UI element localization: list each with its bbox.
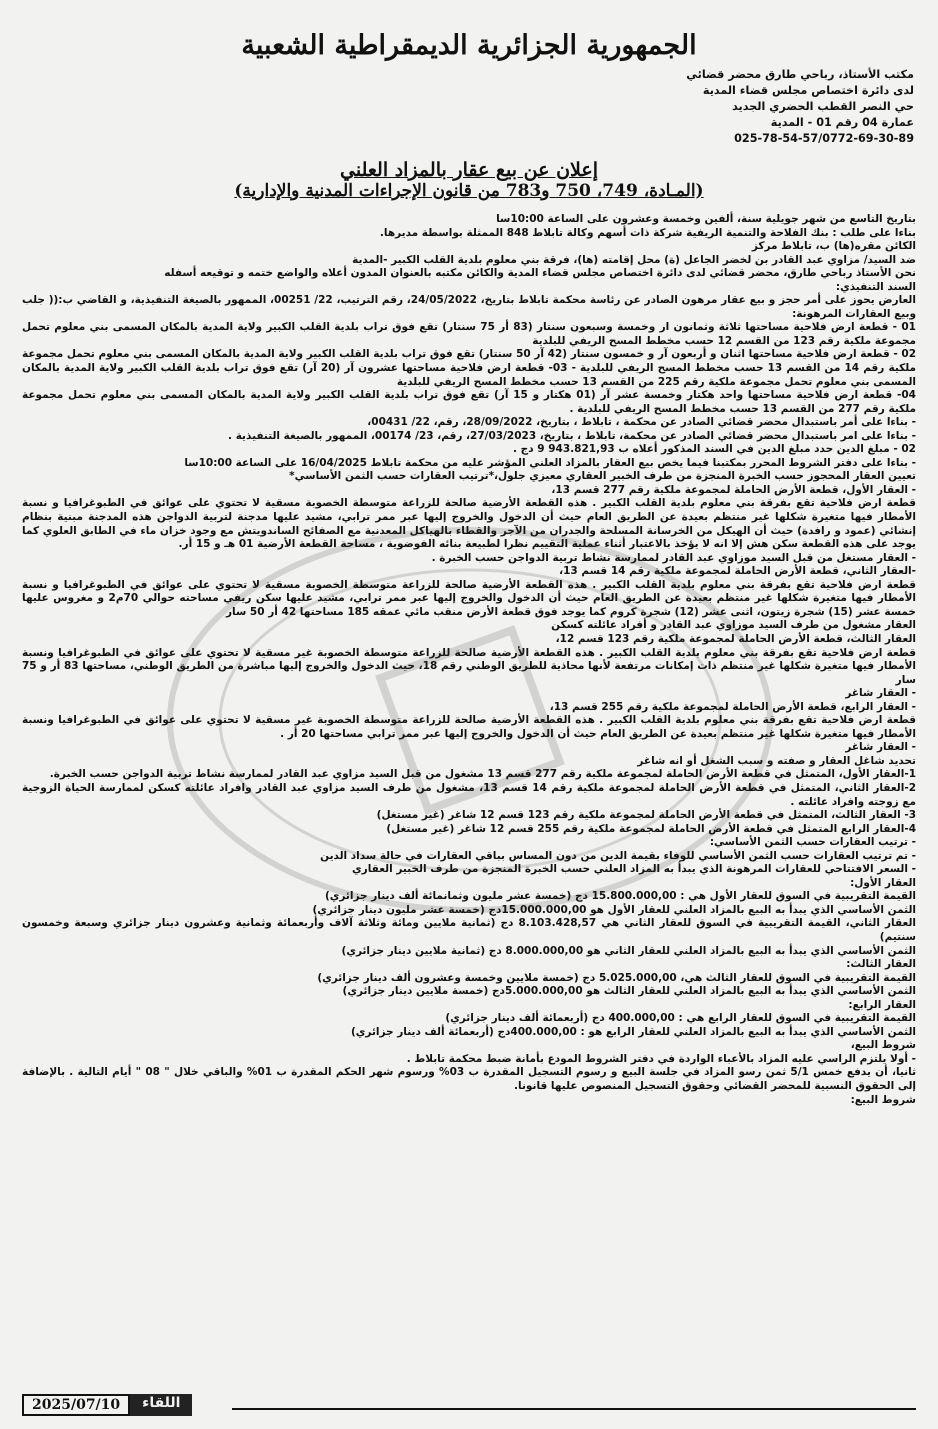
body-paragraph: -العقار الثاني، قطعة الأرض الحاملة لمجموعة ملكية رقم 14 قسم 13،: [559, 565, 916, 578]
body-paragraph: 1-العقار الأول، المتمثل في قطعة الأرض الحاملة لمجموعة ملكية رقم 277 قسم 13 مشغول من قبل السيد مزاوي عبد القادر لممارسة نشاط تربية الدواجن حسب الخبرة.: [49, 768, 916, 781]
office-line: حي النصر القطب الحضري الجديد: [732, 100, 914, 113]
body-paragraph: قطعة ارض فلاحية تقع بفرقة بني معلوم بلدية القلب الكبير . هذه القطعة الأرضية صالحة للزراعة متوسطة الخصوبة مسقية لا تحتوي على عوائق في الطبوغرافيا و نسبة الأمطار فيها متغيرة شكلها غير منتظم بعيدة عن الطريق العام حيث أن الدخول والخروج إليها عبر ممر ترابي، مشيد عليها مدجنة لتربية الدواجن هذه المدجنة مبنية بنظام إنشائي (عمود و رافدة) حيث أن الهيكل من الخرسانة المسلحة والجدران من الآجر والقطاء بالهياكل المعدنية مع الصفائح الساندويتش مع وجود خزان ماء في الطابق العلوي كما يوجد على هذه القطعة سكن هش إلا انه لا يؤخذ بالاعتبار أثناء عملية التقييم نظرا لطبيعة بنائه الفوضوية ، مساحة القطعة الأرضية 01 هـ و 15 أر.: [22, 497, 916, 551]
body-paragraph: القيمة التقريبية في السوق للعقار الأول هي : 15.800.000,00 دج (خمسة عشر مليون وثمانمائة ألف دينار جزائري): [324, 890, 916, 903]
office-phones: 025-78-54-57/0772-69-30-89: [734, 132, 914, 145]
body-paragraph: السند التنفيذي:: [835, 280, 916, 293]
body-paragraph: - بناءا على دفتر الشروط المحرر بمكتبنا فيما يخص بيع العقار بالمزاد العلني المؤشر عليه من محكمة تابلاط 16/04/2025 على الساعة 10:00سا: [184, 456, 916, 469]
body-paragraph: الكائن مقره(ها) ب، تابلاط مركز: [751, 240, 916, 253]
body-paragraph: شروط البيع،: [850, 1039, 916, 1052]
office-line: عمارة 04 رقم 01 - المدية: [770, 116, 914, 129]
body-paragraph: الثمن الأساسي الذي يبدأ به البيع بالمزاد العلني للعقار الثالث هو 5.000.000,00دج (خمسة ملايين دينار جزائري): [342, 985, 916, 998]
body-paragraph: 04- قطعة ارض فلاحية مساحتها واحد هكتار وخمسة عشر آر (01 هكتار و 15 آر) تقع فوق تراب بلدية القلب الكبير ولاية المدية بالمكان المسمى بني معلوم تحمل مجموعة ملكية رقم 277 من القسم 13 حسب مخطط المسح الريفي للبلدية .: [22, 389, 916, 415]
body-paragraph: ضد السيد/ مزاوي عبد القادر بن لخضر الجاعل (ة) محل إقامته (ها)، فرقة بني معلوم بلدية القلب الكبير -المدية: [352, 253, 916, 266]
announcement-body: [22, 213, 916, 1107]
body-paragraph: العقار الثالث، قطعة الأرض الحاملة لمجموعة ملكية رقم 123 قسم 12،: [555, 632, 916, 645]
body-paragraph: - السعر الافتتاحي للعقارات المرهونة الذي يبدأ به المزاد العلني حسب الخبرة المنجزة من طرف الخبير العقاري: [352, 863, 916, 876]
body-paragraph: 3- العقار الثالث، المتمثل في قطعة الأرض الحاملة لمجموعة ملكية رقم 123 قسم 12 شاغر (غير مستغل): [376, 809, 916, 822]
body-paragraph: - أولا يلتزم الراسي عليه المزاد بالأعباء الواردة في دفتر الشروط المودع بأمانة ضبط محكمة تابلاط .: [406, 1052, 916, 1065]
body-paragraph: - العقار الرابع، قطعة الأرض الحاملة لمجموعة ملكية رقم 255 قسم 13،: [549, 700, 916, 713]
body-paragraph: ثانيا، أن يدفع خمس 5/1 ثمن رسو المزاد في جلسة البيع و رسوم التسجيل المقدرة ب 03% ورسوم شهر الحكم المقدرة ب 01% والباقي خلال " 08 " أيام التالية . بالإضافة إلى الحقوق النسبية للمحضر القضائي وحقوق التسجيل المنصوص عليها قانونا.: [22, 1066, 917, 1092]
body-paragraph: - ترتيب العقارات حسب الثمن الأساسي:: [709, 836, 916, 849]
announcement-subtitle: (المـادة، 749، 750 و783 من قانون الإجراءات المدنية والإدارية): [234, 181, 704, 201]
body-paragraph: - العقار مستغل من قبل السيد موزاوي عبد القادر لممارسة نشاط تربية الدواجن حسب الخبرة .: [431, 551, 916, 564]
body-paragraph: - العقار شاغر: [845, 741, 916, 754]
body-paragraph: بناءا على طلب : بنك الفلاحة والتنمية الريفية شركة ذات أسهم وكالة تابلاط 848 الممثلة بواسطة مديرها.: [379, 226, 916, 239]
body-paragraph: الثمن الأساسي الذي يبدأ به البيع بالمزاد العلني للعقار الرابع هو : 400.000,00دج (أربعمائة ألف دينار جزائري): [350, 1025, 916, 1038]
body-paragraph: قطعة ارض فلاحية تقع بفرقة بني معلوم بلدية القلب الكبير . هذه القطعة الأرضية صالحة للزراعة متوسطة الخصوبة غير مسقية لا تحتوي على عوائق في الطبوغرافيا ونسبة الأمطار فيها متغيرة شكلها غير منتظم بعيدة عن الطريق العام حيث أن الدخول والخروج إليها عبر ممر ترابي مساحتها 20 أر .: [22, 714, 916, 740]
body-paragraph: 2-العقار الثاني، المتمثل في قطعة الأرض الحاملة لمجموعة ملكية رقم 14 قسم 13، مشغول من طرف السيد مزاوي عبد القادر وافراد عائلته كسكن لممارسة الحياة الزوجية مع زوجته وافراد عائلته .: [22, 781, 916, 808]
body-paragraph: العقار مشغول من طرف السيد موزاوي عبد القادر و أفراد عائلته كسكن: [551, 619, 916, 632]
body-paragraph: - العقار الأول، قطعة الأرض الحاملة لمجموعة ملكية رقم 277 قسم 13،: [551, 483, 916, 496]
body-paragraph: الثمن الأساسي الذي يبدأ به البيع بالمزاد العلني للعقار الثاني هو 8.000.000,00 دج (ثمانية ملايين دينار جزائري): [341, 944, 916, 957]
body-paragraph: العقار الرابع:: [848, 998, 916, 1011]
body-paragraph: نحن الأستاذ رباحي طارق، محضر قضائي لدى دائرة اختصاص مجلس قضاء المدية والكائن مكتبه بالعنوان المدون أعلاه والواضع ختمه و توقيعه أسفله: [164, 267, 916, 280]
body-paragraph: - العقار شاغر: [845, 687, 916, 700]
body-paragraph: العقار الثالث:: [846, 958, 916, 971]
body-paragraph: قطعة ارض فلاحية تقع بفرقة بني معلوم بلدية القلب الكبير . هذه القطعة الأرضية صالحة للزراعة متوسطة الخصوبة غير مسقية لا تحتوي على عوائق في الطبوغرافيا ونسبة الأمطار فيها متغيرة شكلها غير منتظم ذات إمكانات مرتفعة لأنها محاذية للطريق الوطني رقم 18، حيث الدخول والخروج إليها مباشرة من الطريق الوطني، مساحتها 83 أر و 75 سار: [22, 646, 917, 686]
newspaper-name: اللقاء: [130, 1394, 192, 1416]
body-paragraph: 02 - قطعة ارض فلاحية مساحتها اثنان و أربعون آر و خمسون سنتار (42 آر 50 سنتار) تقع فوق تراب بلدية القلب الكبير ولاية المدية بالمكان المسمى بني معلوم تحمل مجموعة ملكية رقم 14 من القسم 13 حسب مخطط المسح الريفي للبلدية - 03- قطعة ارض فلاحية مساحتها عشرون آر (20 آر) تقع فوق تراب بلدية القلب الكبير ولاية المدية بالمكان المسمى بني معلوم تحمل مجموعة ملكية رقم 225 من القسم 13 حسب مخطط المسح الريفي للبلدية: [22, 348, 917, 388]
body-paragraph: 4-العقار الرابع المتمثل في قطعة الأرض الحاملة لمجموعة ملكية رقم 255 قسم 12 شاغر (غير مستغل): [386, 822, 916, 835]
body-paragraph: - تم ترتيب العقارات حسب الثمن الأساسي للوفاء بقيمة الدين من دون المساس بباقي العقارات في حالة سداد الدين: [320, 849, 916, 862]
body-paragraph: العارض يحوز على أمر حجز و بيع عقار مرهون الصادر عن رئاسة محكمة تابلاط بتاريخ، 24/05/2022، رقم الترتيب، 22/ 00251، الممهور بالصيغة التنفيذية، و القاضي ب:(( جلب وبيع العقارات المرهونة:: [22, 294, 916, 320]
body-paragraph: - بناءا على امر باستبدال محضر قضائي الصادر عن محكمة، تابلاط ، بتاريخ، 27/03/2023، رقم، 23/ 00174، الممهور بالصيغة التنفيذية .: [228, 429, 916, 442]
newspaper-footer: [22, 1394, 196, 1416]
body-paragraph: قطعة ارض فلاحية تقع بفرقة بني معلوم بلدية القلب الكبير . هذه القطعة الأرضية صالحة للزراعة متوسطة الخصوبة مسقية لا تحتوي على عوائق في الطبوغرافيا و نسبة الأمطار فيها متغيرة شكلها غير منتظم بعيدة عن الطريق العام حيث أن الدخول والخروج إليها عبر ممر ترابي، مشيد عليها سكن ريفي مساحته حوالي 70م2 و مغروس عليها خمسة عشر (15) شجرة زيتون، اثنى عشر (12) شجرة كروم كما يوجد فوق قطعة الأرض منقب مائي عمقه 185 مساحتها 42 أر 50 سار: [22, 578, 917, 618]
body-paragraph: القيمة التقريبية في السوق للعقار الثالث هي، 5.025.000,00 دج (خمسة ملايين وخمسة وعشرون ألف دينار جزائري): [317, 971, 916, 984]
body-paragraph: تحديد شاغل العقار و صفته و سبب الشغل أو انه شاغر: [637, 754, 916, 767]
office-line: مكتب الأستاذ، رباحي طارق محضر قضائي: [686, 68, 914, 81]
bailiff-office-block: [22, 67, 914, 147]
body-paragraph: - بناءا على أمر باستبدال محضر قضائي الصادر عن محكمة ، تابلاط ، بتاريخ، 28/09/2022، رقم، 22/ 00431،: [367, 416, 916, 429]
publication-date: 2025/07/10: [22, 1394, 130, 1416]
body-paragraph: القيمة التقريبية في السوق للعقار الرابع هي : 400.000,00 دج (أربعمائة ألف دينار جزائري): [445, 1012, 916, 1025]
announcement-title: إعلان عن بيع عقار بالمزاد العلني: [340, 159, 598, 181]
body-paragraph: 02 - مبلغ الدين حدد مبلغ الدين في السند المذكور أعلاه ب 943.821,93 9 دج .: [513, 443, 916, 456]
republic-title: الجمهورية الجزائرية الديمقراطية الشعبية: [241, 30, 697, 61]
body-paragraph: تعيين العقار المحجوز حسب الخبرة المنجزة من طرف الخبير العقاري معيزي جلول،*ترتيب العقارات حسب الثمن الأساسي*: [289, 470, 916, 483]
body-paragraph: شروط البيع:: [850, 1093, 916, 1106]
office-line: لدى دائرة اختصاص مجلس قضاء المدية: [702, 84, 914, 97]
footer-rule: [232, 1408, 916, 1410]
body-paragraph: العقار الثاني، القيمة التقريبية في السوق للعقار الثاني هي 8.103.428,57 دج (ثمانية ملايين ومائة وثلاثة آلاف وأربعمائة وثمانية وعشرون دينار جزائري وسبعة وخمسون سنتيم): [22, 917, 916, 943]
body-paragraph: الثمن الأساسي الذي يبدأ به البيع بالمزاد العلني للعقار الأول هو 15.000.000,00دج (خمسة عشر مليون دينار جزائري): [312, 903, 916, 916]
body-paragraph: بتاريخ التاسع من شهر جويلية سنة، ألفين وخمسة وعشرون على الساعة 10:00سا: [496, 213, 916, 225]
body-paragraph: 01 - قطعة ارض فلاحية مساحتها ثلاثة وثمانون ار وخمسة وسبعون سنتار (83 أر 75 سنتار) تقع فوق تراب بلدية القلب الكبير ولاية المدية بالمكان المسمى بني معلوم تحمل مجموعة ملكية رقم 123 من القسم 12 حسب مخطط المسح الريفي للبلدية: [22, 321, 916, 347]
body-paragraph: العقار الأول:: [850, 876, 916, 889]
